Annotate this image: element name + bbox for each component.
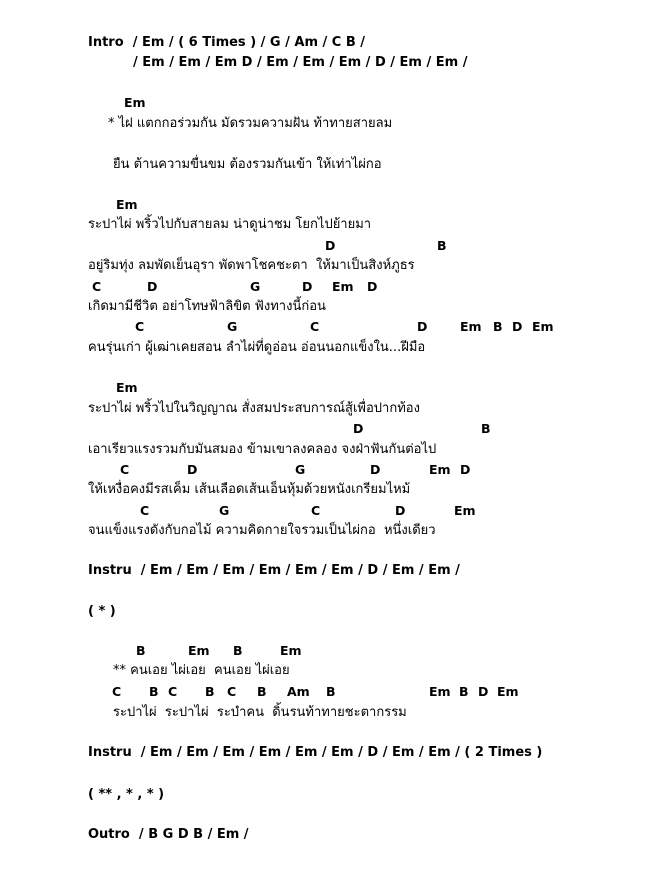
- chord: D: [370, 462, 381, 477]
- lyric-line: เอาเรียวแรงรวมกับมันสมอง ข้ามเขาลงคลอง จงฝ่าฟันกันต่อไป: [88, 442, 437, 457]
- chord: Am: [287, 684, 310, 699]
- chord: B: [326, 684, 336, 699]
- chord: B: [257, 684, 267, 699]
- lyric-line: อยู่ริมทุ่ง ลมพัดเย็นอุรา พัดพาโชคชะตา ให้มาเป็นสิงห์ภูธร: [88, 258, 415, 273]
- lyric-line: ยืน ต้านความขื่นขม ต้องรวมกันเข้า ให้เท่าไผ่กอ: [113, 157, 382, 172]
- chord: D: [187, 462, 198, 477]
- chord: D: [302, 279, 313, 294]
- chord: B: [149, 684, 159, 699]
- lyric-line: ระปาไผ่ พริ้วไปในวิญญาณ สั่งสมประสบการณ์สู้เพื่อปากท้อง: [88, 401, 420, 416]
- chord: D: [460, 462, 471, 477]
- chord: G: [227, 319, 238, 334]
- chord: G: [295, 462, 306, 477]
- chord: G: [250, 279, 261, 294]
- chord: Em: [497, 684, 519, 699]
- chord: B: [233, 643, 243, 658]
- chord: B: [205, 684, 215, 699]
- lyric-line: จนแข็งแรงดังกับกอไม้ ความคิดกายใจรวมเป็นไผ่กอ หนึ่งเดียว: [88, 523, 436, 538]
- lyric-line: ระปาไผ่ พริ้วไปกับสายลม น่าดูน่าชม โยกไปย้ายมา: [88, 217, 372, 232]
- lyric-line: เกิดมามีชีวิต อย่าโทษฟ้าลิขิต ฟังทางนี้ก่อน: [88, 299, 326, 314]
- chord: C: [140, 503, 150, 518]
- lyric-line: คนรุ่นเก่า ผู้เฒ่าเคยสอน ลำไผ่ที่ดูอ่อน อ่อนนอกแข็งใน...ฝีมือ: [88, 340, 426, 355]
- chord: Em: [460, 319, 482, 334]
- outro-line: Outro / B G D B / Em /: [88, 827, 249, 842]
- chord: C: [227, 684, 237, 699]
- chord: C: [168, 684, 178, 699]
- lyric-line: * ไฝ แตกกอร่วมกัน มัดรวมความฝัน ท้าทายสายลม: [108, 116, 393, 131]
- chord: D: [147, 279, 158, 294]
- chord: D: [512, 319, 523, 334]
- chord: G: [219, 503, 230, 518]
- chord: Em: [429, 462, 451, 477]
- repeat-marker-1: ( * ): [88, 604, 116, 619]
- chord: Em: [429, 684, 451, 699]
- instru-line-1: Instru / Em / Em / Em / Em / Em / Em / D / Em / Em /: [88, 563, 460, 578]
- chord: B: [493, 319, 503, 334]
- chord: D: [395, 503, 406, 518]
- chord: Em: [280, 643, 302, 658]
- chord: Em: [124, 95, 146, 110]
- chord: Em: [188, 643, 210, 658]
- lyric-line: ให้เหงื่อคงมีรสเค็ม เส้นเลือดเส้นเอ็นหุ้มด้วยหนังเกรียมไหม้: [88, 482, 411, 497]
- lyric-line: ระปาไผ่ ระปาไผ่ ระบำคน ดิ้นรนท้าทายชะตากรรม: [113, 705, 407, 720]
- chord: D: [325, 238, 336, 253]
- lyric-line: ** คนเอย ไผ่เอย คนเอย ไผ่เอย: [113, 663, 290, 678]
- chord: D: [353, 421, 364, 436]
- chord: D: [417, 319, 428, 334]
- chord: B: [481, 421, 491, 436]
- chord: C: [311, 503, 321, 518]
- chord: Em: [454, 503, 476, 518]
- chord: C: [92, 279, 102, 294]
- chord: Em: [332, 279, 354, 294]
- intro-line-2: / Em / Em / Em D / Em / Em / Em / D / Em / Em /: [133, 55, 468, 70]
- chord: D: [367, 279, 378, 294]
- intro-line-1: Intro / Em / ( 6 Times ) / G / Am / C B /: [88, 35, 366, 50]
- chord: Em: [116, 197, 138, 212]
- chord: B: [459, 684, 469, 699]
- chord: B: [136, 643, 146, 658]
- chord: C: [112, 684, 122, 699]
- instru-line-2: Instru / Em / Em / Em / Em / Em / Em / D / Em / Em / ( 2 Times ): [88, 745, 543, 760]
- chord: Em: [116, 380, 138, 395]
- repeat-marker-2: ( ** , * , * ): [88, 787, 165, 802]
- chord: D: [478, 684, 489, 699]
- chord: C: [135, 319, 145, 334]
- chord: Em: [532, 319, 554, 334]
- chord: B: [437, 238, 447, 253]
- chord: C: [120, 462, 130, 477]
- chord: C: [310, 319, 320, 334]
